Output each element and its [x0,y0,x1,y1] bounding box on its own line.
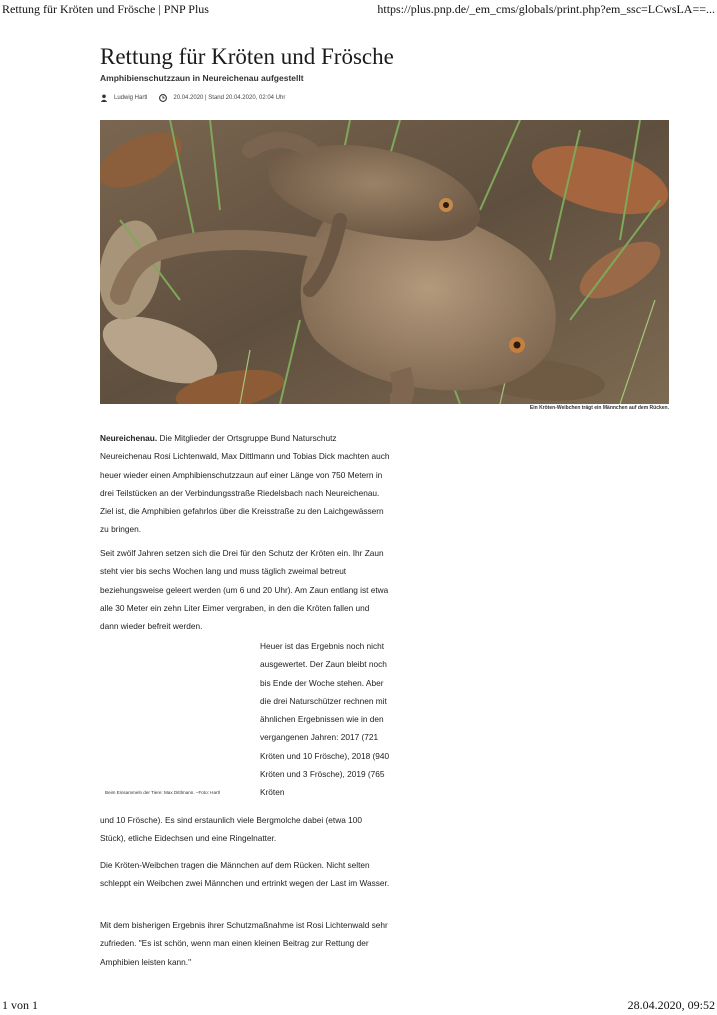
inline-image-caption: Beim Einsammeln der Tiere: Max Dittlmann. –Foto: Hartl [105,790,220,795]
article-header [100,44,670,103]
paragraph-1-text: Die Mitglieder der Ortsgruppe Bund Naturschutz Neureichenau Rosi Lichtenwald, Max Dittlmann und Tobias Dick machten auch heuer wieder einen Amphibienschutzzaun auf einer Länge von 750 Metern in drei Teilstücken an der Verbindungsstraße Riedelsbach nach Neureichenau. Ziel ist, die Amphibien gefahrlos über die Kreisstraße zu den Laichgewässern zu bringen. [100,433,390,535]
print-header-title: Rettung für Kröten und Frösche | PNP Plus [2,2,209,16]
paragraph-3-text: Heuer ist das Ergebnis noch nicht ausgewertet. Der Zaun bleibt noch bis Ende der Woche stehen. Aber die drei Naturschützer rechnen mit ähnlichen Ergebnissen wie in den vergangenen Jahren: 2017 (721 Kröten und 10 Frösche), 2018 (940 Kröten und 3 Frösche), 2019 (765 Kröten [260,641,390,798]
person-icon [100,94,108,102]
toad-photo [100,120,669,404]
paragraph-1 [100,429,390,539]
print-footer [0,998,717,1014]
article-meta [100,93,670,103]
paragraph-2 [100,544,390,635]
article-title: Rettung für Kröten und Frösche [100,44,394,69]
clock-icon [159,94,167,102]
paragraph-5 [100,916,390,971]
image-caption: Ein Kröten-Weibchen trägt ein Männchen auf dem Rücken. [529,405,669,411]
paragraph-3-continued [100,811,390,848]
print-header [0,2,717,18]
paragraph-3-continued-text: und 10 Frösche). Es sind erstaunlich viele Bergmolche dabei (etwa 100 Stück), etliche Eidechsen und eine Ringelnatter. [100,815,362,844]
paragraph-4-text: Die Kröten-Weibchen tragen die Männchen auf dem Rücken. Nicht selten schleppt ein Weibchen zwei Männchen und ertrinkt wegen der Last im Wasser. [100,860,390,889]
article-date: 20.04.2020 | Stand 20.04.2020, 02:04 Uhr [173,95,286,101]
paragraph-4 [100,856,390,893]
article-subtitle: Amphibienschutzzaun in Neureichenau aufgestellt [100,73,304,83]
dateline: Neureichenau. [100,433,158,443]
article-author: Ludwig Hartl [114,95,148,101]
print-timestamp: 28.04.2020, 09:52 [627,998,715,1012]
paragraph-3 [260,637,395,802]
page-count: 1 von 1 [2,998,38,1012]
print-header-url: https://plus.pnp.de/_em_cms/globals/print.php?em_ssc=LCwsLA==... [377,2,715,16]
paragraph-2-text: Seit zwölf Jahren setzen sich die Drei für den Schutz der Kröten ein. Ihr Zaun steht vier bis sechs Wochen lang und muss täglich zweimal betreut beziehungsweise geleert werden (um 6 und 20 Uhr). Am Zaun entlang ist etwa alle 30 Meter ein zehn Liter Eimer vergraben, in den die Kröten fallen und dann wieder befreit werden. [100,548,389,632]
paragraph-5-text: Mit dem bisherigen Ergebnis ihrer Schutzmaßnahme ist Rosi Lichtenwald sehr zufrieden. "Es ist schön, wenn man einen kleinen Beitrag zur Rettung der Amphibien leisten kann." [100,920,388,967]
